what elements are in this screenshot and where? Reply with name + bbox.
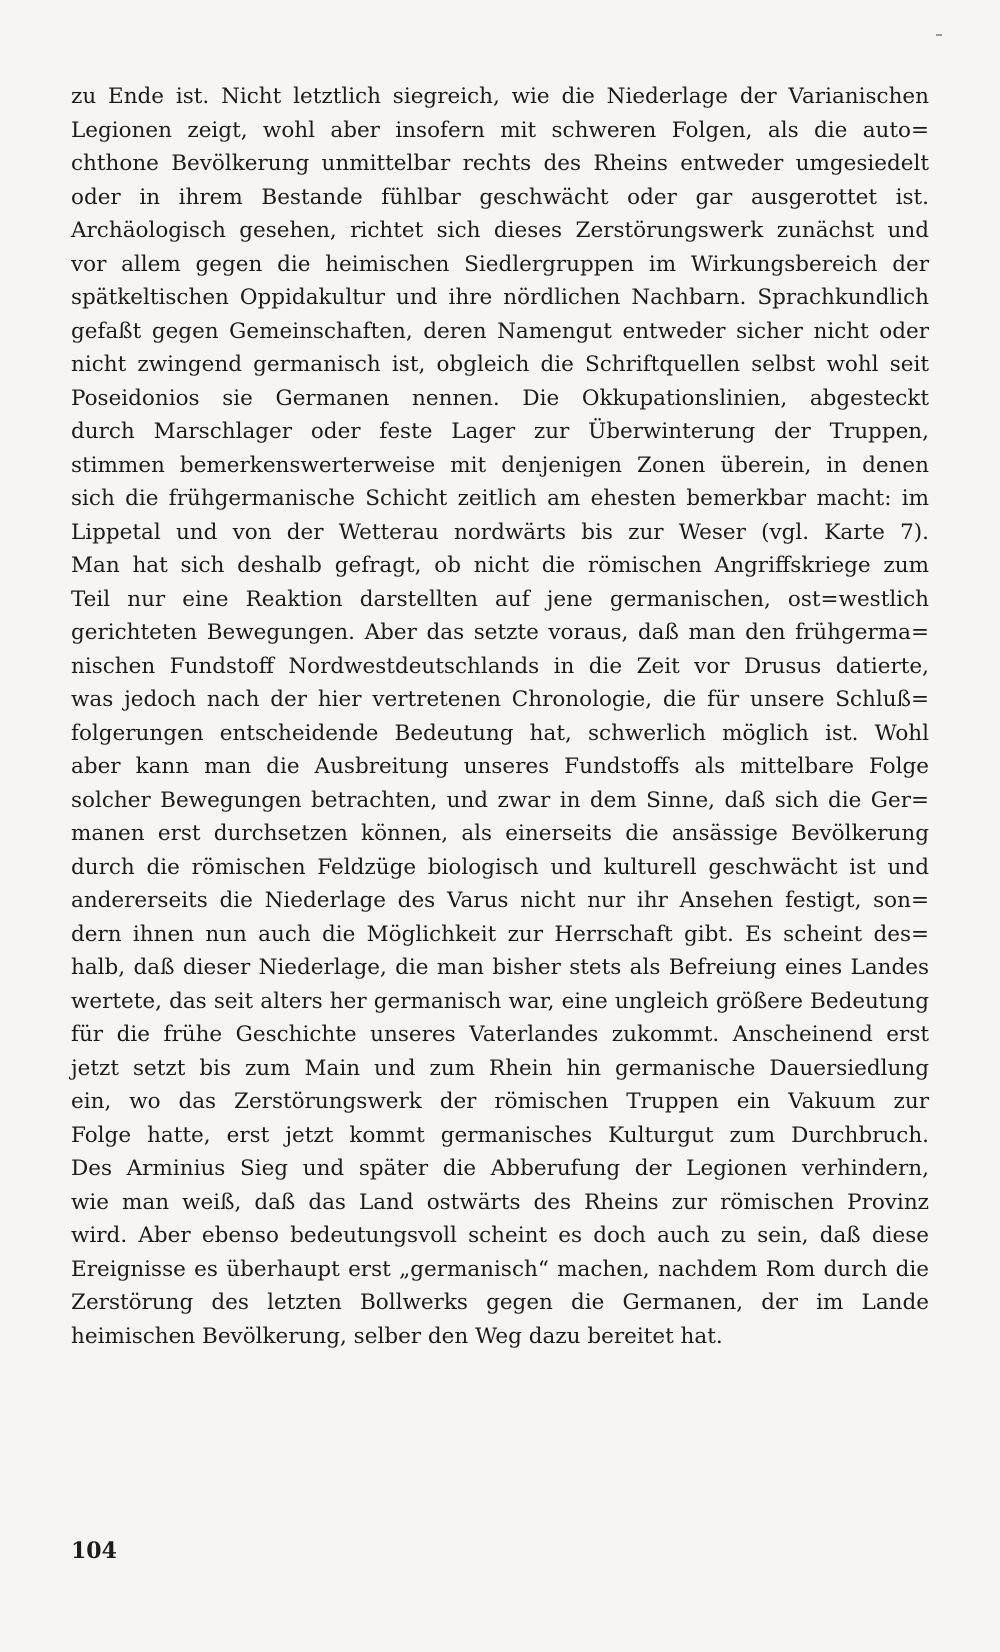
text-line-4: oder in ihrem Bestande fühlbar geschwächt oder gar ausgerottet ist.: [71, 184, 929, 210]
text-line-6: vor allem gegen die heimischen Siedlergruppen im Wirkungsbereich der: [71, 251, 929, 277]
text-line-3: chthone Bevölkerung unmittelbar rechts des Rheins entweder umgesiedelt: [71, 151, 929, 176]
text-line-11: durch Marschlager oder feste Lager zur Überwinterung der Truppen,: [71, 419, 929, 444]
text-line-21: aber kann man die Ausbreitung unseres Fundstoffs als mittelbare Folge: [71, 754, 929, 779]
text-line-17: gerichteten Bewegungen. Aber das setzte voraus, daß man den frühgerma=: [71, 620, 929, 645]
text-line-14: Lippetal und von der Wetterau nordwärts bis zur Weser (vgl. Karte 7).: [71, 519, 929, 545]
text-line-13: sich die frühgermanische Schicht zeitlich am ehesten bemerkbar macht: im: [71, 486, 929, 511]
text-line-12: stimmen bemerkenswerterweise mit denjenigen Zonen überein, in denen: [71, 452, 929, 478]
body-text: [71, 80, 929, 1353]
text-line-35: wird. Aber ebenso bedeutungsvoll scheint es doch auch zu sein, daß diese: [71, 1223, 929, 1248]
text-line-38: heimischen Bevölkerung, selber den Weg dazu bereitet hat.: [71, 1323, 723, 1349]
text-line-2: Legionen zeigt, wohl aber insofern mit schweren Folgen, als die auto=: [71, 117, 929, 143]
text-line-20: folgerungen entscheidende Bedeutung hat, schwerlich möglich ist. Wohl: [71, 720, 929, 746]
text-line-1: zu Ende ist. Nicht letztlich siegreich, wie die Niederlage der Varianischen: [71, 84, 929, 109]
text-line-9: nicht zwingend germanisch ist, obgleich die Schriftquellen selbst wohl seit: [71, 352, 929, 377]
text-line-27: halb, daß dieser Niederlage, die man bisher stets als Befreiung eines Landes: [71, 955, 929, 980]
text-line-18: nischen Fundstoff Nordwestdeutschlands in die Zeit vor Drusus datierte,: [71, 653, 929, 679]
text-line-34: wie man weiß, daß das Land ostwärts des Rheins zur römischen Provinz: [71, 1189, 929, 1215]
text-line-25: andererseits die Niederlage des Varus nicht nur ihr Ansehen festigt, son=: [71, 888, 929, 913]
text-line-19: was jedoch nach der hier vertretenen Chronologie, die für unsere Schluß=: [71, 687, 929, 712]
text-line-22: solcher Bewegungen betrachten, und zwar in dem Sinne, daß sich die Ger=: [71, 787, 929, 813]
text-line-24: durch die römischen Feldzüge biologisch und kulturell geschwächt ist und: [71, 854, 929, 880]
text-line-28: wertete, das seit alters her germanisch war, eine ungleich größere Bedeutung: [71, 988, 929, 1014]
text-line-33: Des Arminius Sieg und später die Abberufung der Legionen verhindern,: [71, 1156, 929, 1181]
text-line-10: Poseidonios sie Germanen nennen. Die Okkupationslinien, abgesteckt: [71, 385, 929, 411]
text-line-31: ein, wo das Zerstörungswerk der römischen Truppen ein Vakuum zur: [71, 1089, 929, 1114]
corner-mark: [936, 34, 942, 36]
text-line-23: manen erst durchsetzen können, als einerseits die ansässige Bevölkerung: [71, 821, 929, 846]
text-line-26: dern ihnen nun auch die Möglichkeit zur Herrschaft gibt. Es scheint des=: [71, 921, 929, 947]
text-line-36: Ereignisse es überhaupt erst „germanisch“ machen, nachdem Rom durch die: [71, 1256, 929, 1282]
text-line-32: Folge hatte, erst jetzt kommt germanisches Kulturgut zum Durchbruch.: [71, 1122, 929, 1148]
page-number: 104: [71, 1538, 117, 1564]
text-line-29: für die frühe Geschichte unseres Vaterlandes zukommt. Anscheinend erst: [71, 1022, 929, 1047]
text-line-7: spätkeltischen Oppidakultur und ihre nördlichen Nachbarn. Sprachkundlich: [71, 285, 929, 310]
text-line-37: Zerstörung des letzten Bollwerks gegen die Germanen, der im Lande: [71, 1290, 929, 1315]
text-line-15: Man hat sich deshalb gefragt, ob nicht die römischen Angriffskriege zum: [71, 553, 929, 578]
text-line-30: jetzt setzt bis zum Main und zum Rhein hin germanische Dauersiedlung: [71, 1055, 929, 1081]
text-line-8: gefaßt gegen Gemeinschaften, deren Namengut entweder sicher nicht oder: [71, 318, 929, 344]
text-line-16: Teil nur eine Reaktion darstellten auf jene germanischen, ost=westlich: [71, 586, 929, 612]
text-line-5: Archäologisch gesehen, richtet sich dieses Zerstörungswerk zunächst und: [71, 218, 929, 243]
